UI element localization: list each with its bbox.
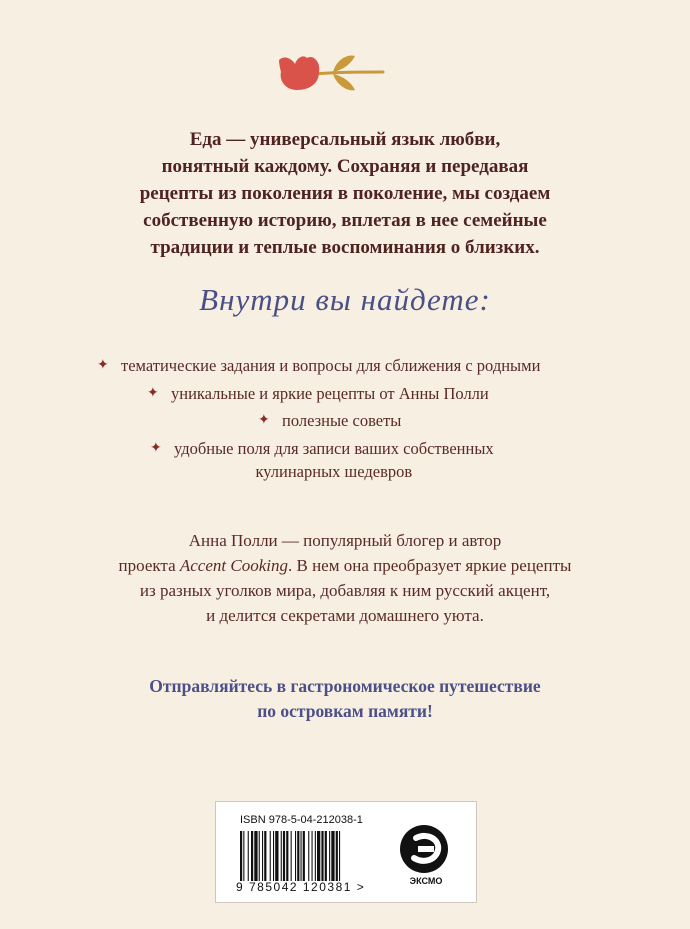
list-item bbox=[150, 437, 494, 483]
author-line bbox=[60, 553, 630, 578]
isbn-text: ISBN 978-5-04-212038-1 bbox=[240, 814, 363, 826]
star-bullet-icon: ✦ bbox=[150, 441, 162, 456]
publisher-name: ЭКСМО bbox=[409, 876, 443, 886]
cta-line: Отправляйтесь в гастрономическое путешествие bbox=[149, 676, 541, 696]
author-line: и делится секретами домашнего уюта. bbox=[206, 606, 484, 625]
author-paragraph bbox=[60, 528, 630, 628]
intro-line: Еда — универсальный язык любви, bbox=[189, 129, 501, 150]
star-bullet-icon: ✦ bbox=[97, 358, 109, 373]
cta-line: по островкам памяти! bbox=[257, 701, 433, 721]
author-line-text: . В нем она преобразует яркие рецепты bbox=[287, 556, 572, 575]
list-item-line: полезные советы bbox=[282, 411, 402, 430]
author-line: из разных уголков мира, добавляя к ним русский акцент, bbox=[139, 581, 551, 600]
author-line: Анна Полли — популярный блогер и автор bbox=[188, 531, 502, 550]
list-item bbox=[97, 354, 540, 377]
intro-line: собственную историю, вплетая в нее семейные bbox=[143, 210, 547, 231]
tulip-icon bbox=[275, 50, 387, 96]
intro-line: понятный каждому. Сохраняя и передавая bbox=[161, 156, 529, 177]
list-item-line: тематические задания и вопросы для сближения с родными bbox=[121, 356, 541, 375]
list-item-text bbox=[174, 437, 494, 483]
list-item-line: кулинарных шедевров bbox=[255, 462, 413, 481]
barcode bbox=[240, 831, 388, 881]
list-item-text bbox=[282, 409, 401, 432]
star-bullet-icon: ✦ bbox=[147, 386, 159, 401]
call-to-action bbox=[60, 674, 630, 724]
list-item-text bbox=[171, 382, 489, 405]
list-item-text bbox=[121, 354, 540, 377]
author-line-text: проекта bbox=[118, 556, 180, 575]
intro-line: традиции и теплые воспоминания о близких. bbox=[150, 237, 540, 258]
eksmo-logo-icon bbox=[398, 822, 450, 876]
intro-line: рецепты из поколения в поколение, мы создаем bbox=[139, 183, 551, 204]
ean-digits: 9 785042 120381 > bbox=[236, 880, 366, 894]
project-name: Accent Cooking bbox=[179, 556, 288, 575]
list-item bbox=[147, 382, 489, 405]
star-bullet-icon: ✦ bbox=[258, 413, 270, 428]
list-item-line: удобные поля для записи ваших собственных bbox=[174, 439, 494, 458]
barcode-panel bbox=[215, 801, 477, 903]
intro-paragraph bbox=[60, 126, 630, 261]
list-item bbox=[258, 409, 401, 432]
inside-heading: Внутри вы найдете: bbox=[199, 282, 491, 317]
list-item-line: уникальные и яркие рецепты от Анны Полли bbox=[171, 384, 489, 403]
